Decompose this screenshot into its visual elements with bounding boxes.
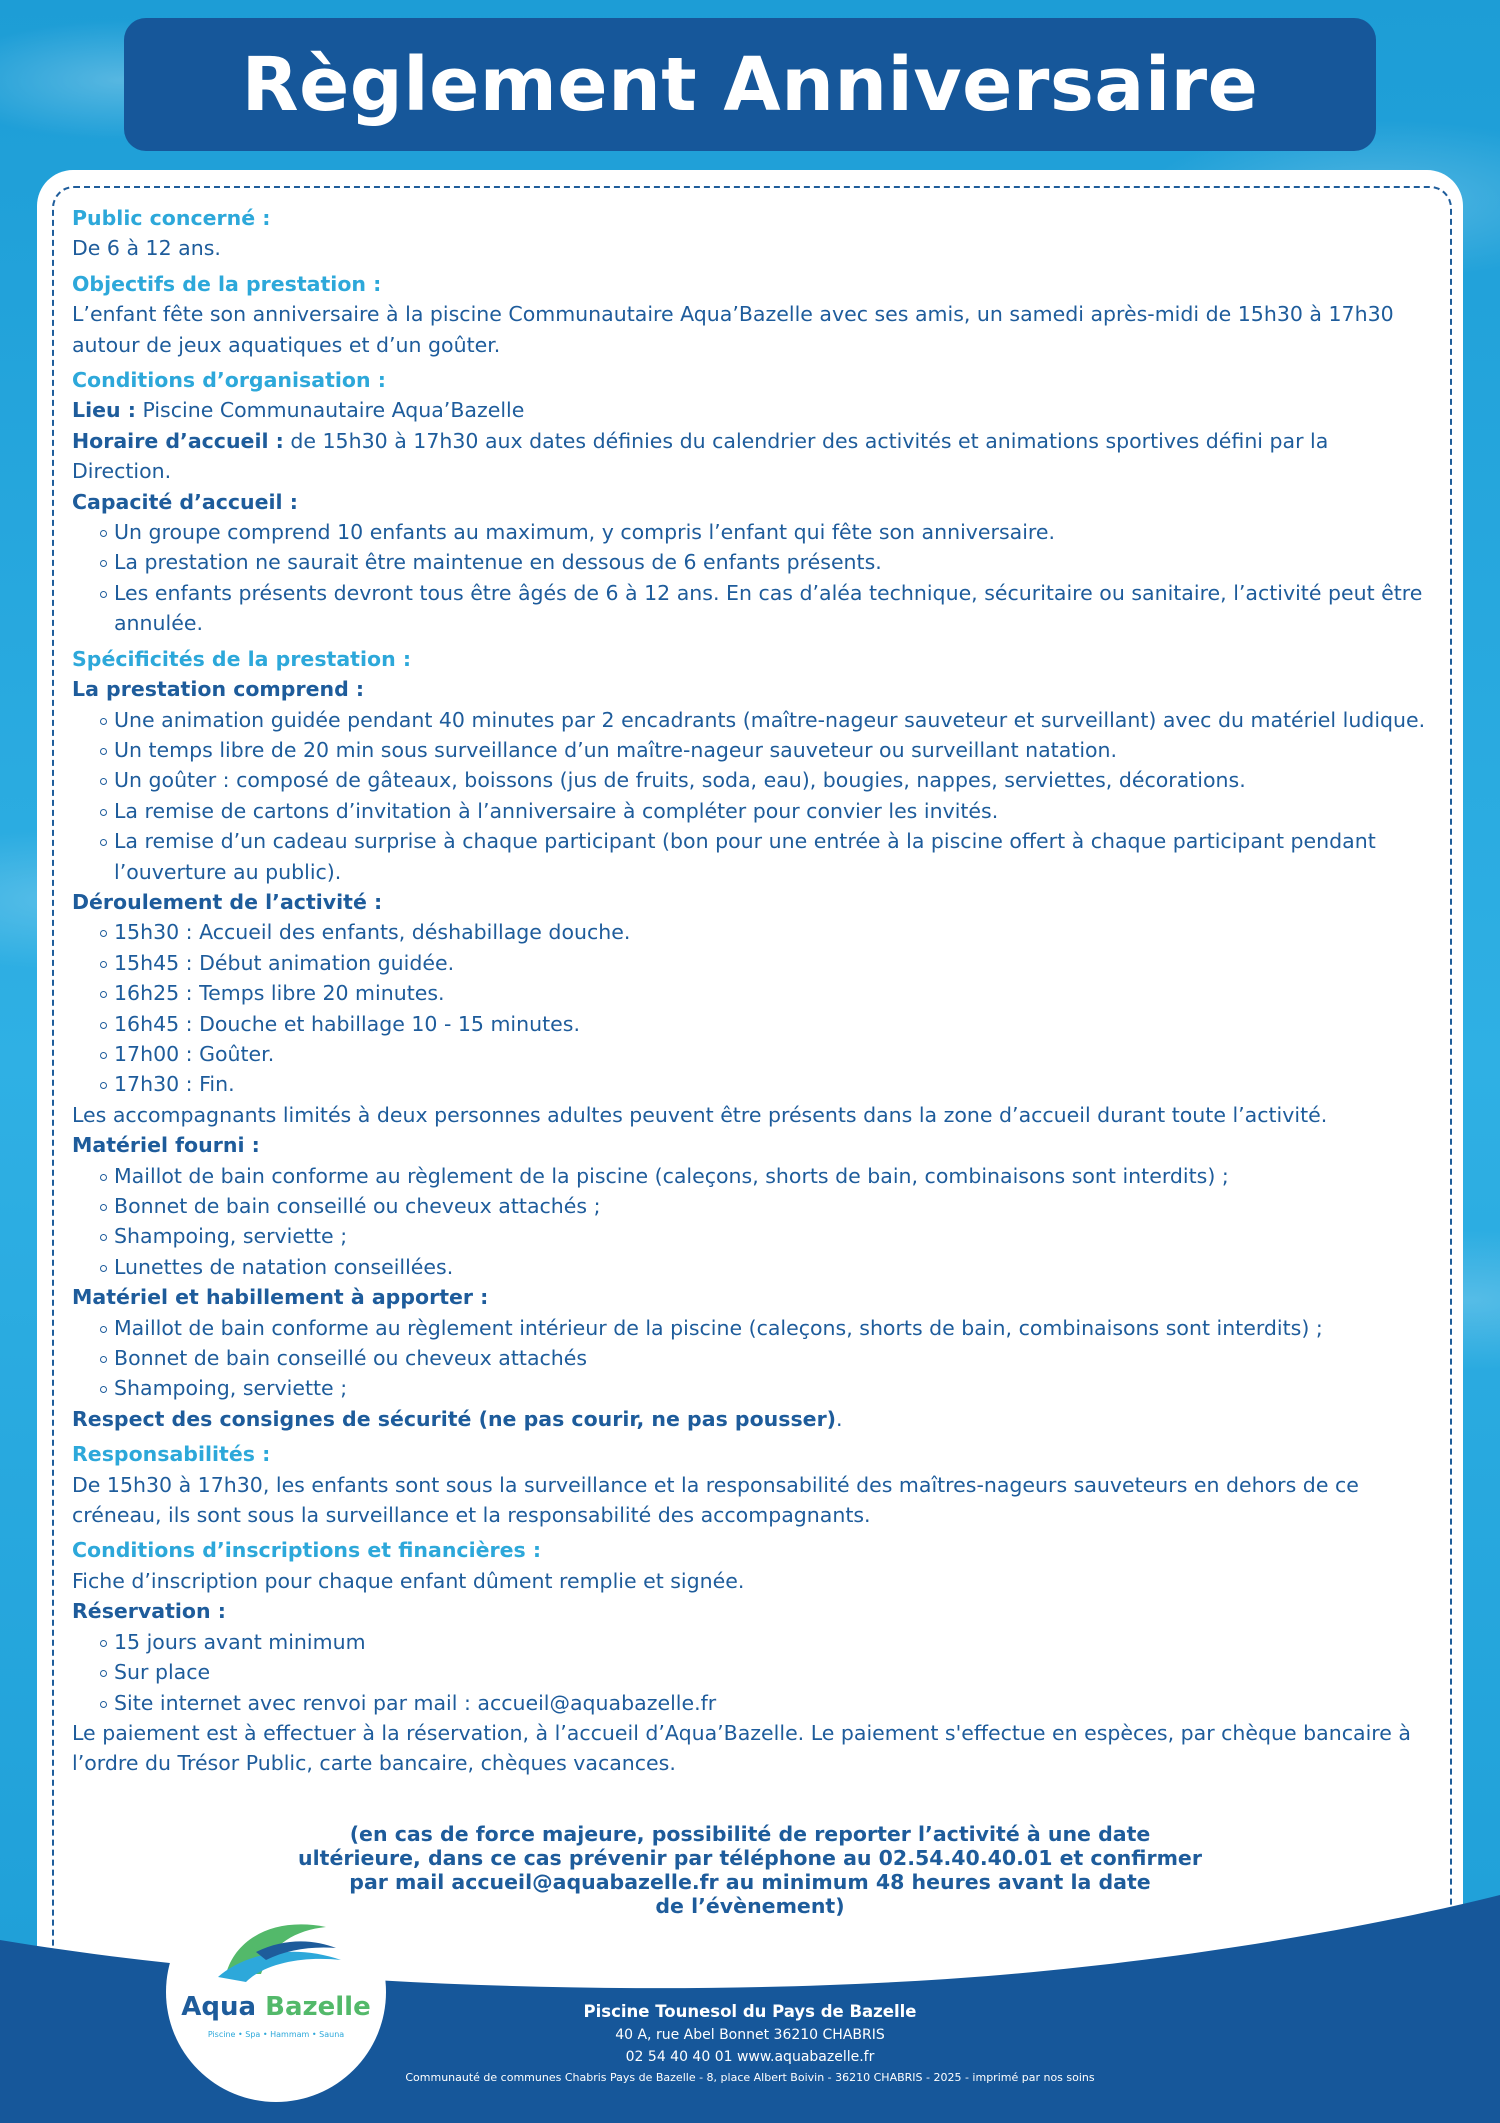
lieu-text: Piscine Communautaire Aqua’Bazelle xyxy=(135,398,525,423)
list-item: Shampoing, serviette ; xyxy=(100,1373,1432,1403)
section-heading-specificites: Spécificités de la prestation : xyxy=(72,646,412,671)
lieu-label: Lieu : xyxy=(72,398,136,423)
capacite-label: Capacité d’accueil : xyxy=(72,489,298,514)
list-item: Maillot de bain conforme au règlement de la piscine (caleçons, shorts de bain, combinaisons sont interdits) ; xyxy=(100,1161,1432,1191)
responsabilites-text: De 15h30 à 17h30, les enfants sont sous la surveillance et la responsabilité des maîtres-nageurs sauveteurs en dehors de ce créneau, ils sont sous la surveillance et la responsabilité des accompagnants. xyxy=(72,1472,1359,1528)
lieu-line xyxy=(72,395,1432,425)
respect-text: Respect des consignes de sécurité (ne pas courir, ne pas pousser) xyxy=(72,1406,837,1431)
section-heading-public: Public concerné : xyxy=(72,206,271,230)
respect-end: . xyxy=(836,1406,843,1431)
materiel-label: Matériel fourni : xyxy=(72,1133,260,1158)
section-heading-objectifs: Objectifs de la prestation : xyxy=(72,271,382,296)
rules-content xyxy=(72,203,1432,1779)
horaire-line xyxy=(72,426,1432,487)
list-item: Lunettes de natation conseillées. xyxy=(100,1252,1432,1282)
notice-line: par mail accueil@aquabazelle.fr au minimum 48 heures avant la date xyxy=(349,1870,1151,1894)
paiement-text: Le paiement est à effectuer à la réservation, à l’accueil d’Aqua’Bazelle. Le paiement s'effectue en espèces, par chèque bancaire à l’ordre du Trésor Public, carte bancaire, chèques vacances. xyxy=(72,1720,1411,1776)
list-item: 15h45 : Début animation guidée. xyxy=(100,948,1432,978)
list-item: Bonnet de bain conseillé ou cheveux attachés ; xyxy=(100,1191,1432,1221)
page-title: Règlement Anniversaire xyxy=(241,41,1259,128)
list-item: La prestation ne saurait être maintenue en dessous de 6 enfants présents. xyxy=(100,547,1432,577)
notice-line: de l’évènement) xyxy=(655,1894,845,1918)
footer-contact: 02 54 40 40 01 www.aquabazelle.fr xyxy=(625,2049,875,2065)
logo-aqua: Aqua xyxy=(181,1992,257,2022)
footer-address: 40 A, rue Abel Bonnet 36210 CHABRIS xyxy=(615,2027,885,2043)
comprend-label: La prestation comprend : xyxy=(72,677,365,702)
accompagnants-text: Les accompagnants limités à deux personnes adultes peuvent être présents dans la zone d’accueil durant toute l’activité. xyxy=(72,1102,1328,1127)
apporter-label: Matériel et habillement à apporter : xyxy=(72,1285,489,1310)
public-text: De 6 à 12 ans. xyxy=(72,236,221,261)
section-heading-conditions: Conditions d’organisation : xyxy=(72,368,386,393)
notice-line: ultérieure, dans ce cas prévenir par téléphone au 02.54.40.40.01 et confirmer xyxy=(298,1846,1202,1870)
list-item: 17h30 : Fin. xyxy=(100,1069,1432,1099)
respect-line xyxy=(72,1404,1432,1434)
deroulement-list xyxy=(72,917,1432,1099)
horaire-text: de 15h30 à 17h30 aux dates définies du calendrier des activités et animations sportives défini par la Direction. xyxy=(72,428,1329,484)
list-item: La remise d’un cadeau surprise à chaque participant (bon pour une entrée à la piscine offert à chaque participant pendant l’ouverture au public). xyxy=(100,826,1432,887)
section-heading-inscriptions: Conditions d’inscriptions et financières : xyxy=(72,1538,542,1563)
list-item: Maillot de bain conforme au règlement intérieur de la piscine (caleçons, shorts de bain, combinaisons sont interdits) ; xyxy=(100,1313,1432,1343)
list-item: 15 jours avant minimum xyxy=(100,1627,1432,1657)
objectifs-text: L’enfant fête son anniversaire à la piscine Communautaire Aqua’Bazelle avec ses amis, un samedi après-midi de 15h30 à 17h30 autour de jeux aquatiques et d’un goûter. xyxy=(72,302,1394,357)
list-item: 15h30 : Accueil des enfants, déshabillage douche. xyxy=(100,917,1432,947)
list-item: Les enfants présents devront tous être âgés de 6 à 12 ans. En cas d’aléa technique, sécuritaire ou sanitaire, l’activité peut être annulée. xyxy=(100,578,1432,639)
list-item: Site internet avec renvoi par mail : accueil@aquabazelle.fr xyxy=(100,1688,1432,1718)
footer xyxy=(300,2000,1200,2088)
logo-bazelle: Bazelle xyxy=(265,1992,371,2022)
list-item: Une animation guidée pendant 40 minutes par 2 encadrants (maître-nageur sauveteur et surveillant) avec du matériel ludique. xyxy=(100,705,1432,735)
reservation-label: Réservation : xyxy=(72,1599,226,1624)
deroulement-label: Déroulement de l’activité : xyxy=(72,889,383,914)
logo-wave-icon xyxy=(166,1882,386,1992)
capacite-list xyxy=(72,517,1432,639)
apporter-list xyxy=(72,1313,1432,1404)
section-heading-responsabilites: Responsabilités : xyxy=(72,1442,271,1467)
footer-org: Piscine Tounesol du Pays de Bazelle xyxy=(583,2002,917,2021)
list-item: Un temps libre de 20 min sous surveillance d’un maître-nageur sauveteur ou surveillant natation. xyxy=(100,735,1432,765)
list-item: 16h25 : Temps libre 20 minutes. xyxy=(100,978,1432,1008)
list-item: La remise de cartons d’invitation à l’anniversaire à compléter pour convier les invités. xyxy=(100,796,1432,826)
list-item: Bonnet de bain conseillé ou cheveux attachés xyxy=(100,1343,1432,1373)
logo-tagline: Piscine • Spa • Hammam • Sauna xyxy=(207,2030,345,2039)
list-item: 17h00 : Goûter. xyxy=(100,1039,1432,1069)
footer-legal: Communauté de communes Chabris Pays de Bazelle - 8, place Albert Boivin - 36210 CHABRIS - 2025 - imprimé par nos soins xyxy=(405,2071,1095,2084)
comprend-list xyxy=(72,705,1432,887)
reservation-list xyxy=(72,1627,1432,1718)
list-item: 16h45 : Douche et habillage 10 - 15 minutes. xyxy=(100,1009,1432,1039)
list-item: Sur place xyxy=(100,1657,1432,1687)
horaire-label: Horaire d’accueil : xyxy=(72,428,284,453)
notice-line: (en cas de force majeure, possibilité de reporter l’activité à une date xyxy=(349,1822,1151,1846)
list-item: Un groupe comprend 10 enfants au maximum, y compris l’enfant qui fête son anniversaire. xyxy=(100,517,1432,547)
materiel-list xyxy=(72,1161,1432,1283)
inscriptions-text: Fiche d’inscription pour chaque enfant dûment remplie et signée. xyxy=(72,1568,745,1593)
title-banner xyxy=(124,18,1376,151)
list-item: Shampoing, serviette ; xyxy=(100,1221,1432,1251)
list-item: Un goûter : composé de gâteaux, boissons (jus de fruits, soda, eau), bougies, nappes, serviettes, décorations. xyxy=(100,765,1432,795)
